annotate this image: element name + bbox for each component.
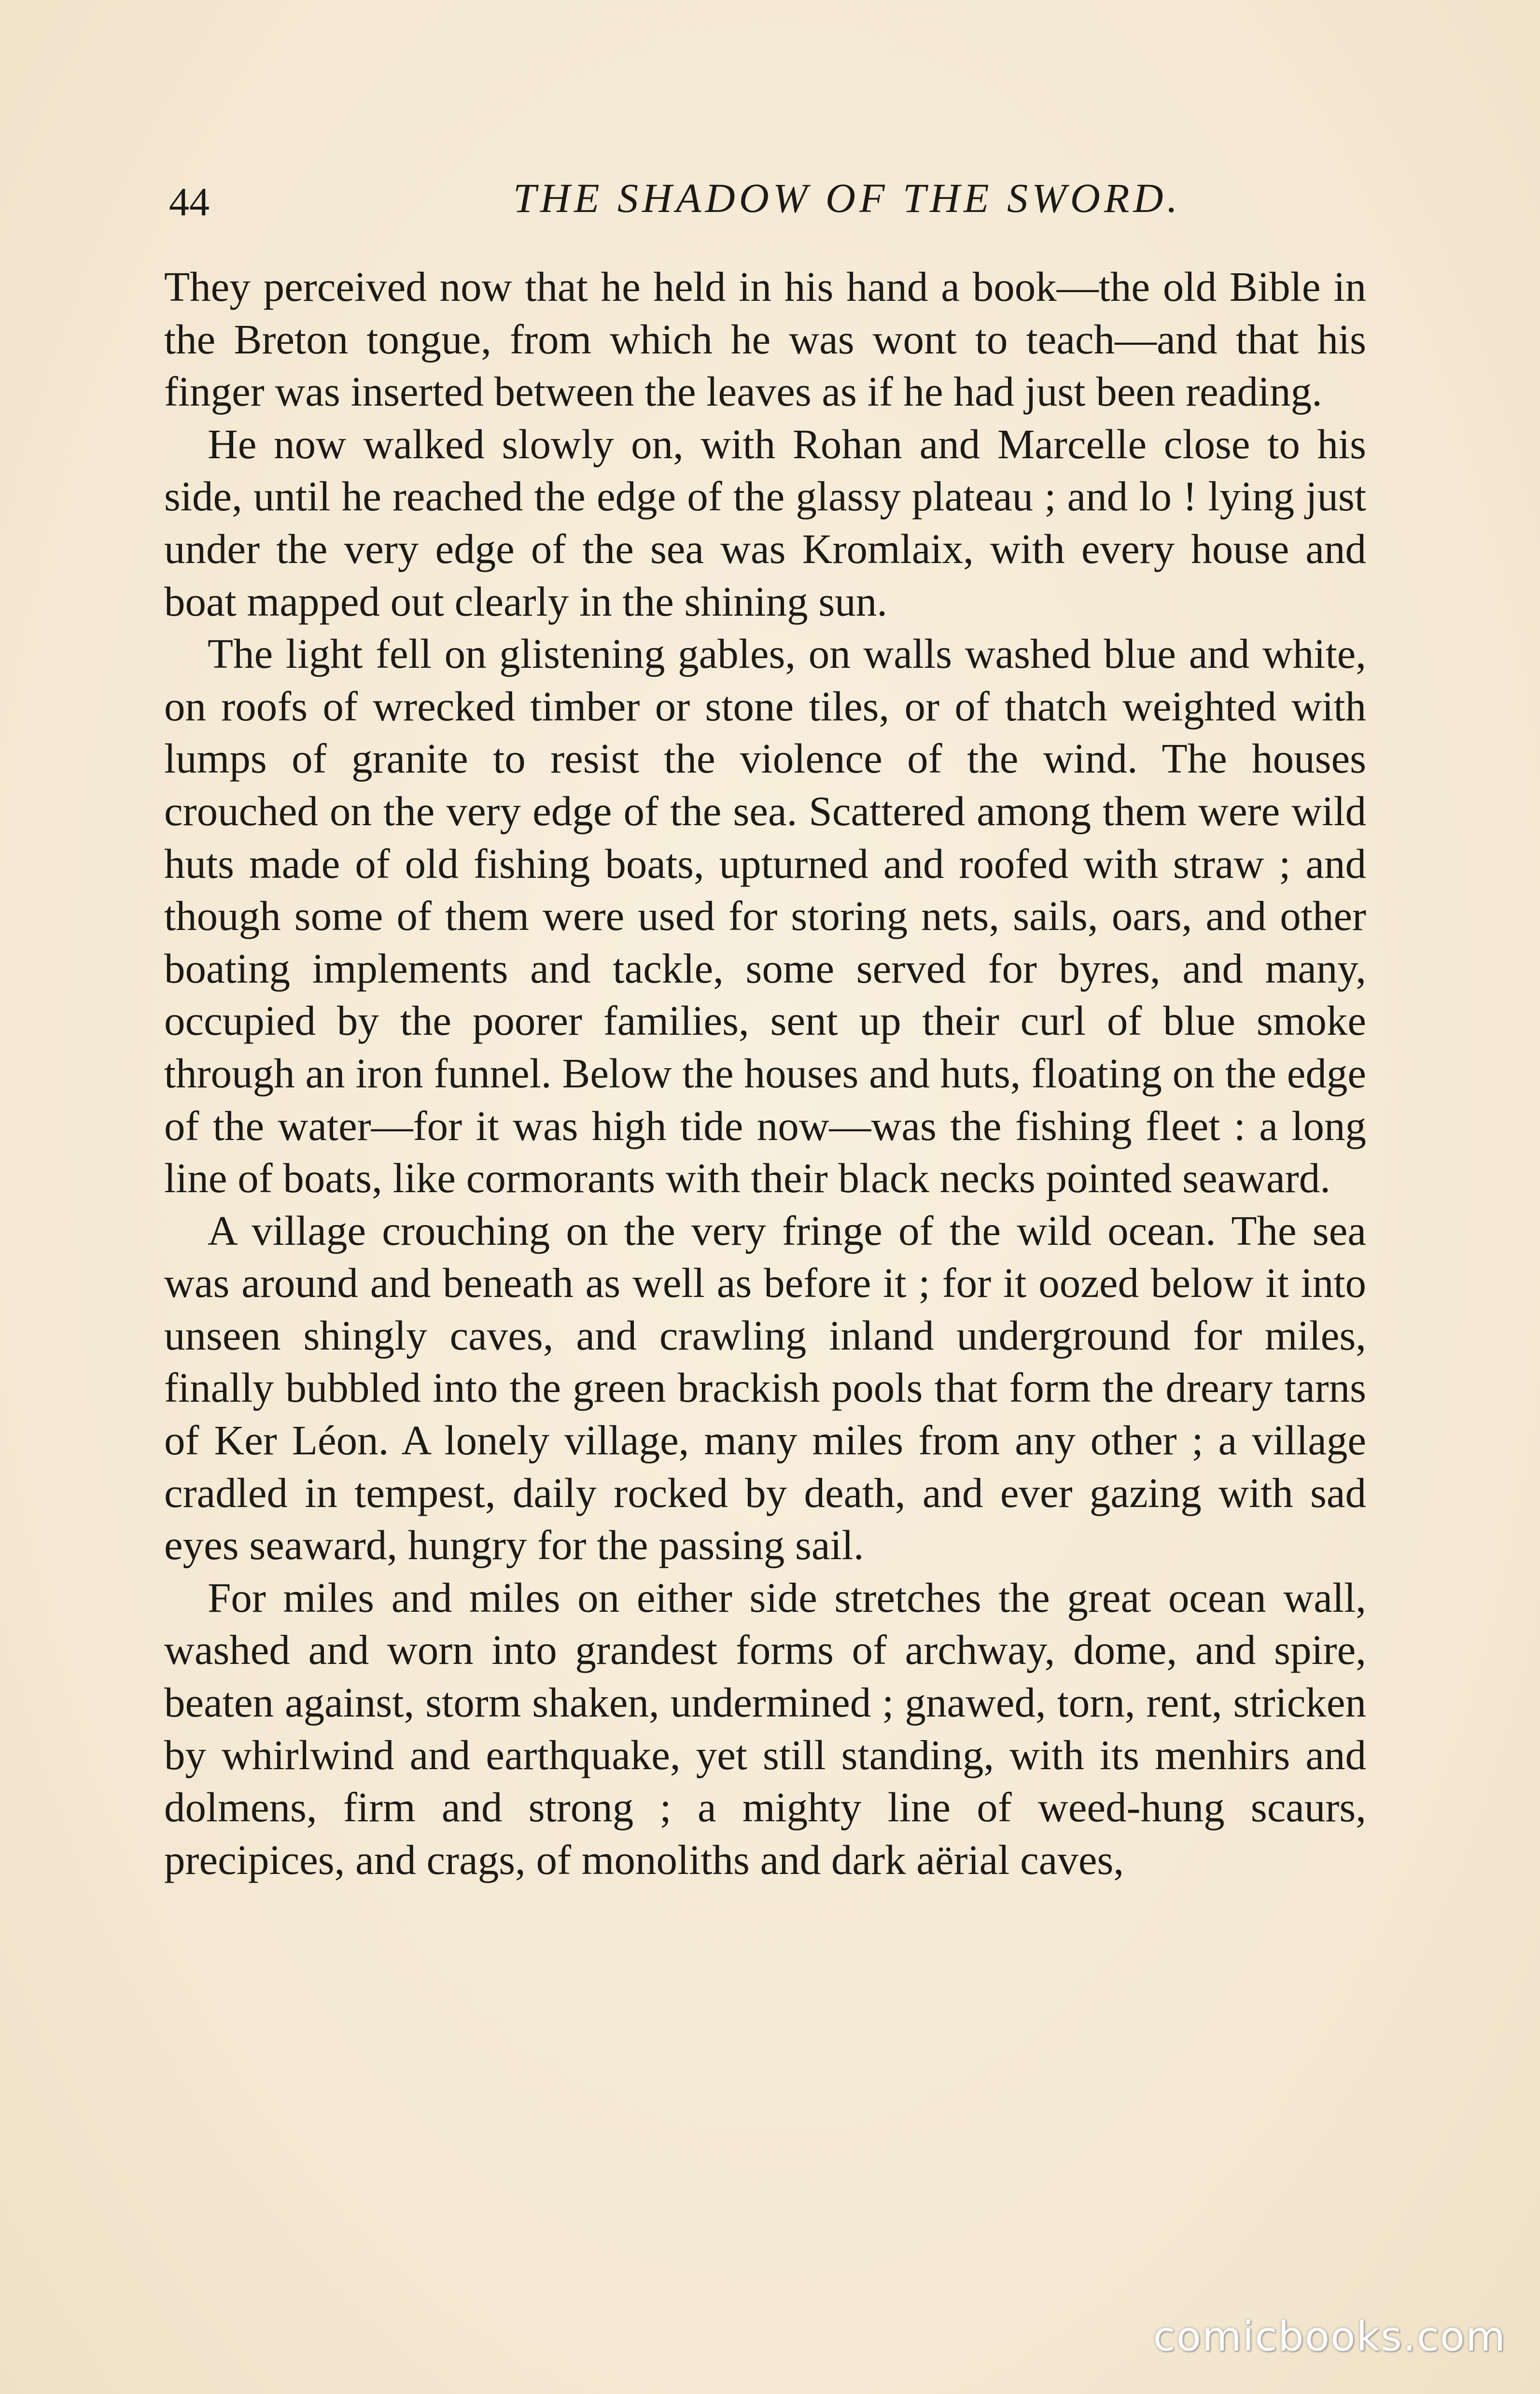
page-header	[169, 174, 1371, 241]
paragraph: He now walked slowly on, with Rohan and Marcelle close to his side, until he reached the edge of the glassy plateau ; and lo ! lying just under the very edge of the sea was Kromlaix, with every house and boat mapped out clearly in the shining sun.	[164, 420, 1366, 625]
paragraph: A village crouching on the very fringe of the wild ocean. The sea was around and beneath as well as before it ; for it oozed below it into unseen shingly caves, and crawling inland underground for miles, finally bubbled into the green brackish pools that form the dreary tarns of Ker Léon. A lonely village, many miles from any other ; a village cradled in tempest, daily rocked by death, and ever gazing with sad eyes seaward, hungry for the passing sail.	[164, 1207, 1366, 1569]
paragraph: They perceived now that he held in his hand a book—the old Bible in the Breton tongue, from which he was wont to teach—and that his finger was inserted between the leaves as if he had just been reading.	[164, 263, 1366, 415]
paragraph: The light fell on glistening gables, on walls washed blue and white, on roofs of wrecked timber or stone tiles, or of thatch weighted with lumps of granite to resist the violence of the wind. The houses crouched on the very edge of the sea. Scattered among them were wild huts made of old fishing boats, upturned and roofed with straw ; and though some of them were used for storing nets, sails, oars, and other boating implements and tackle, some served for byres, and many, occupied by the poorer families, sent up their curl of blue smoke through an iron funnel. Below the houses and huts, floating on the edge of the water—for it was high tide now—was the fishing fleet : a long line of boats, like cormorants with their black necks pointed seaward.	[164, 630, 1366, 1202]
paragraph: For miles and miles on either side stretches the great ocean wall, washed and worn into grandest forms of archway, dome, and spire, beaten against, storm shaken, undermined ; gnawed, torn, rent, stricken by whirlwind and earthquake, yet still standing, with its menhirs and dolmens, firm and strong ; a mighty line of weed-hung scaurs, precipices, and crags, of monoliths and dark aërial caves,	[164, 1574, 1366, 1883]
running-title: THE SHADOW OF THE SWORD.	[513, 175, 1181, 221]
watermark: comicbooks.com	[1153, 2313, 1506, 2360]
page-number: 44	[169, 180, 210, 225]
body-text	[164, 261, 1366, 1886]
